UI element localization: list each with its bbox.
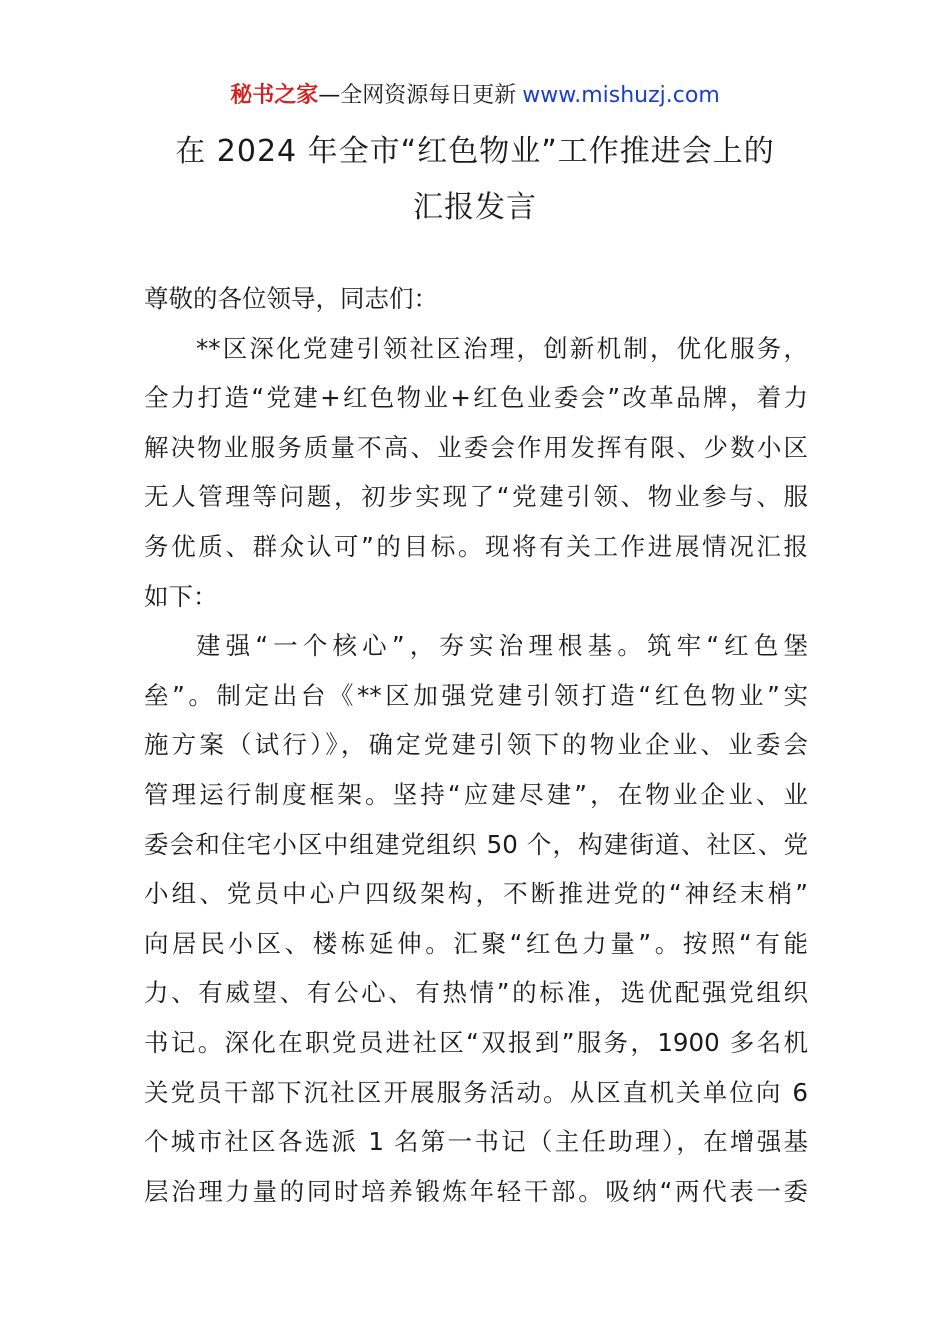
greeting: 尊敬的各位领导，同志们： — [144, 284, 438, 313]
site-url-link[interactable]: www.mishuzj.com — [522, 83, 720, 108]
paragraph-line: **区深化党建引领社区治理，创新机制，优化服务， — [196, 333, 808, 363]
site-tagline: —全网资源每日更新 — [318, 83, 517, 108]
paragraph-line: 垒”。制定出台《**区加强党建引领打造“红色物业”实 — [144, 680, 808, 710]
paragraph-2 — [144, 621, 808, 1216]
paragraph-line: 力、有威望、有公心、有热情”的标准，选优配强党组织 — [144, 978, 808, 1008]
paragraph-line: 无人管理等问题，初步实现了“党建引领、物业参与、服 — [144, 482, 808, 512]
paragraph-line: 个城市社区各选派 1 名第一书记（主任助理），在增强基 — [144, 1127, 808, 1157]
paragraph-line: 书记。深化在职党员进社区“双报到”服务，1900 多名机 — [144, 1027, 808, 1057]
paragraph-line: 建强“一个核心”，夯实治理根基。筑牢“红色堡 — [196, 631, 808, 661]
paragraph-line: 务优质、群众认可”的目标。现将有关工作进展情况汇报 — [144, 531, 808, 561]
paragraph-line: 委会和住宅小区中组建党组织 50 个，构建街道、社区、党 — [144, 829, 808, 859]
paragraph-line: 解决物业服务质量不高、业委会作用发挥有限、少数小区 — [144, 432, 808, 462]
title-line-1: 在 2024 年全市“红色物业”工作推进会上的 — [175, 134, 775, 169]
paragraph-line: 全力打造“党建+红色物业+红色业委会”改革品牌，着力 — [144, 383, 808, 413]
paragraph-line: 小组、党员中心户四级架构，不断推进党的“神经末梢” — [144, 879, 808, 909]
paragraph-line: 向居民小区、楼栋延伸。汇聚“红色力量”。按照“有能 — [144, 928, 808, 958]
paragraph-1 — [144, 324, 808, 622]
paragraph-line: 关党员干部下沉社区开展服务活动。从区直机关单位向 6 — [144, 1077, 808, 1107]
document-body — [144, 274, 808, 1216]
paragraph-line: 管理运行制度框架。坚持“应建尽建”，在物业企业、业 — [144, 779, 808, 809]
title-line-2: 汇报发言 — [413, 190, 537, 225]
site-brand: 秘书之家 — [230, 83, 319, 108]
document-title — [0, 124, 950, 236]
paragraph-line: 施方案（试行）》，确定党建引领下的物业企业、业委会 — [144, 730, 808, 760]
paragraph-line: 如下： — [144, 581, 218, 611]
site-header — [0, 80, 950, 112]
paragraph-line: 层治理力量的同时培养锻炼年轻干部。吸纳“两代表一委 — [144, 1176, 808, 1206]
